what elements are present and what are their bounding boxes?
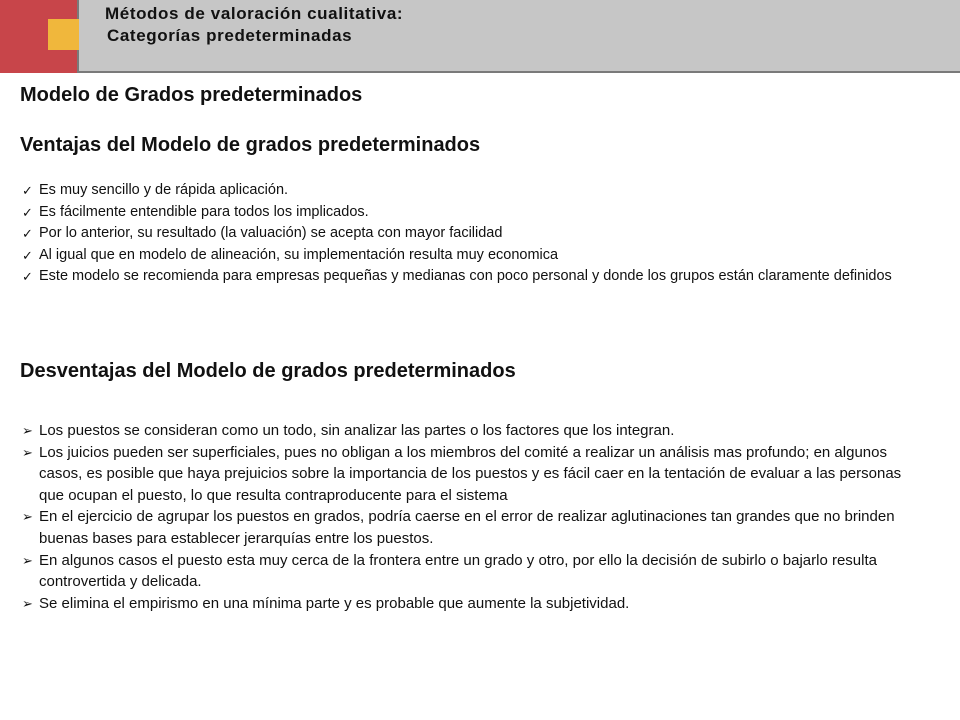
advantages-list [22, 180, 922, 288]
logo-yellow-square [48, 19, 79, 50]
advantage-item [22, 180, 922, 202]
arrowhead-icon: ➢ [22, 552, 33, 568]
arrowhead-icon: ➢ [22, 509, 33, 525]
check-icon: ✓ [22, 204, 33, 220]
advantage-text: Es fácilmente entendible para todos los implicados. [39, 203, 369, 220]
check-icon: ✓ [22, 269, 33, 284]
arrowhead-icon: ➢ [22, 423, 33, 438]
disadvantage-item [22, 420, 922, 442]
disadvantage-text: Los juicios pueden ser superficiales, pues no obligan a los miembros del comité a realizar un análisis mas profundo; en algunos casos, es posible que haya prejuicios sobre la importancia de los puestos y es fácil caer en la tentación de evaluar a las personas que ocupan el puesto, lo que resulta contraproducente para el sistema [39, 443, 902, 504]
advantage-item [22, 266, 922, 288]
disadvantages-list [22, 420, 922, 614]
advantage-item [22, 223, 922, 245]
advantage-text: Es muy sencillo y de rápida aplicación. [39, 182, 289, 198]
disadvantages-title: Desventajas del Modelo de grados predeterminados [20, 360, 516, 382]
advantage-item [22, 202, 922, 224]
disadvantage-text: Se elimina el empirismo en una mínima parte y es probable que aumente la subjetividad. [39, 594, 630, 612]
arrowhead-icon: ➢ [22, 595, 33, 611]
header-band [0, 0, 960, 73]
slide-title-line2: Categorías predeterminadas [107, 26, 353, 45]
disadvantage-item [22, 593, 922, 615]
disadvantage-text: Los puestos se consideran como un todo, sin analizar las partes o los factores que los integran. [39, 422, 675, 439]
check-icon: ✓ [22, 247, 33, 263]
disadvantage-item [22, 550, 922, 593]
disadvantage-text: En algunos casos el puesto esta muy cerca de la frontera entre un grado y otro, por ello la decisión de subirlo o bajarlo resulta controvertida y delicada. [39, 551, 877, 591]
logo-red-block [0, 0, 79, 73]
arrowhead-icon: ➢ [22, 444, 33, 460]
advantage-item [22, 245, 922, 267]
check-icon: ✓ [22, 226, 33, 241]
slide-title-line1: Métodos de valoración cualitativa: [105, 4, 404, 23]
advantage-text: Por lo anterior, su resultado (la valuación) se acepta con mayor facilidad [39, 225, 503, 241]
model-title: Modelo de Grados predeterminados [20, 84, 363, 106]
disadvantage-item [22, 506, 922, 549]
advantage-text: Este modelo se recomienda para empresas pequeñas y medianas con poco personal y donde los grupos están claramente definidos [39, 268, 892, 284]
advantages-title: Ventajas del Modelo de grados predeterminados [20, 134, 481, 156]
disadvantage-item [22, 442, 922, 507]
check-icon: ✓ [22, 183, 33, 198]
disadvantage-text: En el ejercicio de agrupar los puestos en grados, podría caerse en el error de realizar aglutinaciones tan grandes que no brinden buenas bases para establecer jerarquías entre los puestos. [39, 508, 895, 547]
slide-title [105, 3, 403, 47]
advantage-text: Al igual que en modelo de alineación, su implementación resulta muy economica [39, 246, 559, 263]
